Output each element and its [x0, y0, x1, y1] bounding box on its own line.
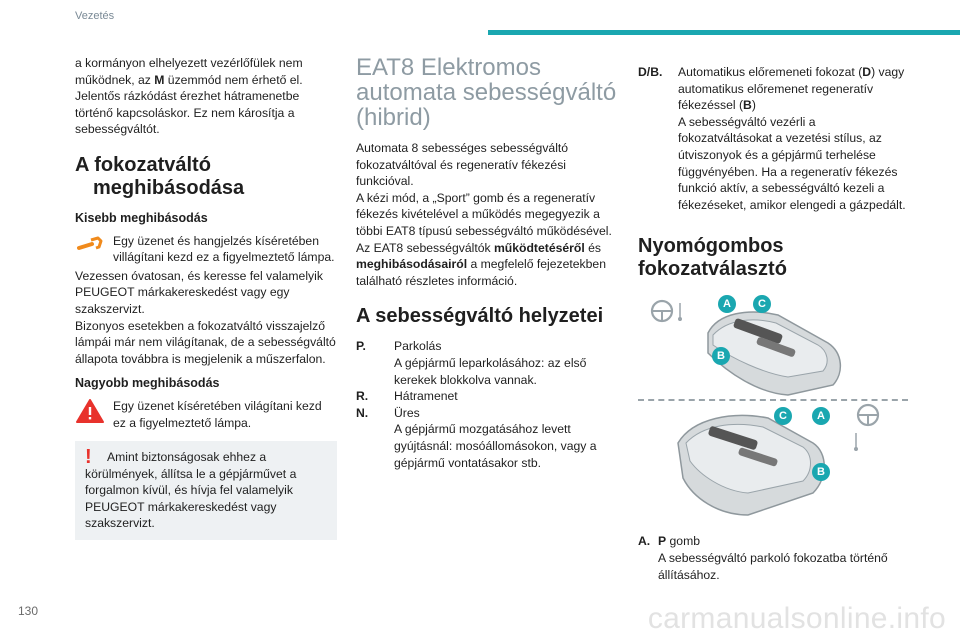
safety-note-text: Amint biztonságosak ehhez a körülmények, állítsa le a gépjárművet a forgalmon kívül, és hívja fel valamelyik PEUGEOT márkakereskedést vagy szakszervizt. — [85, 450, 297, 531]
section-heading-selector: Nyomógombos fokozatválasztó — [638, 235, 787, 281]
warning-triangle-icon — [75, 398, 105, 424]
steering-wheel-icon — [854, 405, 878, 451]
exclamation-icon: ! — [85, 446, 92, 469]
major-fault-icon-text: Egy üzenet kíséretében világítani kezd ez a figyelmeztető lámpa. — [113, 398, 322, 430]
column-left — [75, 55, 337, 540]
minor-fault-icon-text: Egy üzenet és hangjelzés kíséretében villágítani kezd ez a figyelmeztető lámpa. — [113, 233, 335, 265]
callout-badge: A — [812, 407, 830, 425]
section-heading-positions: A sebességváltó helyzetei — [356, 305, 604, 328]
page-number: 130 — [18, 604, 39, 618]
gear-selector-figure — [638, 293, 908, 525]
header-accent-bar — [488, 30, 960, 35]
section-heading-gearbox-fault: A fokozatváltó meghibásodása — [75, 153, 245, 199]
callout-badge: A — [718, 295, 736, 313]
position-n: N. Üres A gépjármű mozgatásához levett gyújtásnál: mosóállomásokon, vagy a gépjármű vontatásakor stb. — [356, 405, 597, 470]
column-middle — [356, 55, 620, 471]
callout-badge: B — [712, 347, 730, 365]
running-header: Vezetés — [75, 10, 115, 22]
position-p: P. Parkolás A gépjármű leparkolásához: az első kerekek blokkolva vannak. — [356, 339, 587, 387]
column-right — [638, 64, 908, 583]
major-fault-title: Nagyobb meghibásodás — [75, 376, 220, 391]
callout-badge: C — [774, 407, 792, 425]
callout-badge: C — [753, 295, 771, 313]
chapter-title: EAT8 Elektromos automata sebességváltó (hibrid) — [356, 54, 617, 131]
intro-paragraph: a kormányon elhelyezett vezérlőfülek nem működnek, az M üzemmód nem érhető el. Jelentős rázkódást érezhet hátramenetbe történő kapcsoláskor. Ez nem károsítja a sebességváltót. — [75, 56, 303, 137]
minor-fault-title: Kisebb meghibásodás — [75, 210, 208, 225]
safety-note — [75, 441, 337, 540]
minor-fault-text: Vezessen óvatosan, és keresse fel valamelyik PEUGEOT márkakereskedést vagy egy szakszervizt. Bizonyos esetekben a fokozatváltó visszajelző lámpái már nem világítanak, de a sebességváltó állapota továbbra is megjelenik a műszerfalon. — [75, 268, 336, 366]
intro-3: Az EAT8 sebességváltók működtetéséről és meghibásodásairól a megfelelő fejezetekben található részletes információ. — [356, 240, 606, 288]
gear-selector-illustration-bottom — [638, 293, 908, 525]
callout-badge: B — [812, 463, 830, 481]
position-db: D/B. Automatikus előremeneti fokozat (D) vagy automatikus előremenet regeneratív fékezéssel (B) A sebességváltó vezérli a fokozatváltásokat a vezetési stílus, az útviszonyok és a gépjármű terhelése függvényében. Ha a regeneratív fékezés funkció aktív, a sebességváltó kezeli a fékezéseket, amikor elengedi a gázpedált. — [638, 65, 906, 212]
minor-fault-row — [75, 233, 337, 266]
intro-2: A kézi mód, a „Sport” gomb és a regeneratív fékezés kivételével a működés megegyezik a többi EAT8 típusú sebességváltó működésével. — [356, 190, 612, 238]
button-p-item: A. P gomb A sebességváltó parkoló fokozatba történő állításához. — [638, 534, 888, 582]
intro-1: Automata 8 sebességes sebességváltó fokozatváltóval és regeneratív fékezési funkcióval. — [356, 141, 569, 189]
position-r: R. Hátramenet — [356, 389, 458, 404]
watermark: carmanualsonline.info — [647, 602, 946, 635]
major-fault-row — [75, 398, 337, 431]
wrench-icon — [75, 233, 105, 259]
